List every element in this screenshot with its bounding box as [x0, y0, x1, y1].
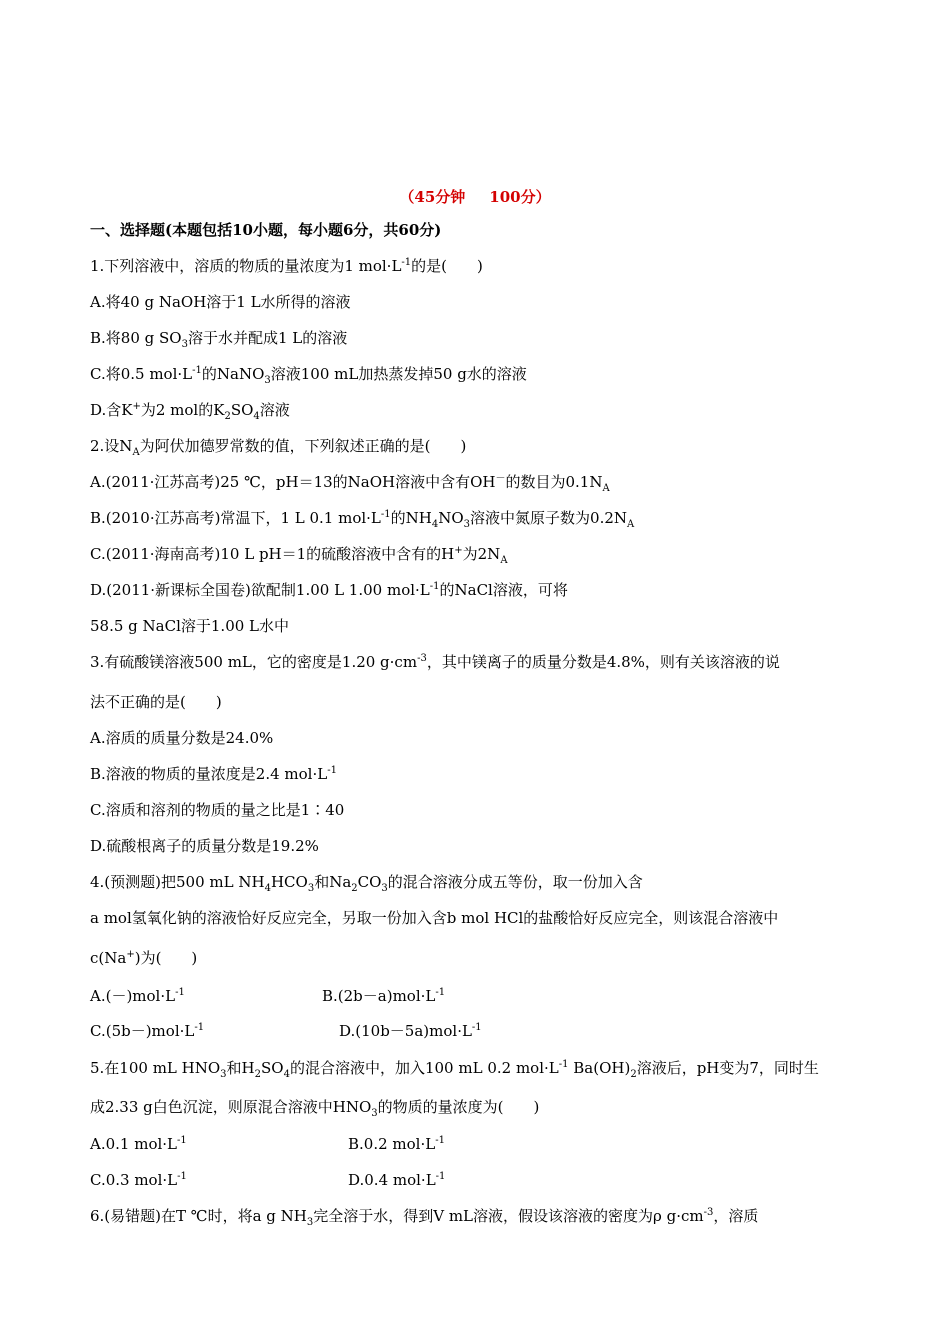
q1-stem: 1.下列溶液中，溶质的物质的量浓度为1 $mol\cdot L^{-1}$的是( ) [90, 257, 483, 275]
q1-option-c: C.将0.5 $mol\cdot L^{-1}$的NaNO$_3$溶液100 mL加热蒸发掉50 g水的溶液 [90, 365, 527, 386]
q6-stem: 6.(易错题)在T ℃时，将a g $NH_3$完全溶于水，得到V mL溶液，假设该溶液的密度为ρ $g\cdot cm^{-3}$，溶质 [90, 1207, 759, 1228]
q2-stem: 2.设$N_A$为阿伏加德罗常数的值，下列叙述正确的是( ) [90, 437, 467, 458]
q2-option-b: B.(2010·江苏高考)常温下，1 L 0.1 $mol\cdot L^{-1}$的$NH_4NO_3$溶液中氮原子数为$0.2N_A$ [90, 509, 635, 530]
section-heading: 一、选择题(本题包括10小题，每小题6分，共60分) [90, 221, 442, 239]
q5-option-c: C.0.3 $mol\cdot L^{-1}$ [90, 1171, 187, 1189]
q4-stem-question: c(Na+)为( ) [90, 949, 198, 967]
q4-option-b: $B.(2b-a)mol\cdot L^{-1}$ [322, 987, 446, 1005]
q1-option-d: D.含K+为2 mol的$K_2SO_4$溶液 [90, 401, 290, 422]
q2-option-d: D.(2011·新课标全国卷)欲配制1.00 L 1.00 $mol\cdot L^{-1}$的NaCl溶液，可将 [90, 581, 568, 599]
q2-option-d-continued: 58.5 g NaCl溶于1.00 L水中 [90, 617, 290, 635]
q3-option-a: A.溶质的质量分数是24.0% [90, 729, 274, 747]
q2-option-a: A.(2011·江苏高考)25 ℃，pH＝13的NaOH溶液中含有OH－的数目为$0.1N_A$ [90, 473, 610, 494]
q1-option-b: B.将80 g $SO_3$溶于水并配成1 L的溶液 [90, 329, 348, 350]
q4-option-d: $D.(10b-5a)mol\cdot L^{-1}$ [339, 1022, 482, 1040]
q2-option-c: C.(2011·海南高考)10 L pH＝1的硫酸溶液中含有的H+为$2N_A$ [90, 545, 508, 566]
q4-option-c: $C.(5b-)mol\cdot L^{-1}$ [90, 1022, 205, 1040]
page-title [0, 186, 950, 207]
q3-option-c: C.溶质和溶剂的物质的量之比是1∶40 [90, 801, 345, 819]
q5-option-a: A.0.1 $mol\cdot L^{-1}$ [90, 1135, 187, 1153]
q5-option-b: B.0.2 $mol\cdot L^{-1}$ [348, 1135, 445, 1153]
q3-stem-continued: 法不正确的是( ) [90, 693, 222, 711]
total-score: 100分） [489, 188, 551, 206]
q3-option-b: B.溶液的物质的量浓度是2.4 $mol\cdot L^{-1}$ [90, 765, 337, 783]
q5-stem-continued: 成2.33 g白色沉淀，则原混合溶液中$HNO_3$的物质的量浓度为( ) [90, 1098, 540, 1119]
q5-stem: 5.在100 mL $HNO_3$和$H_2SO_4$的混合溶液中，加入100 mL 0.2 $mol\cdot L^{-1}$ $Ba(OH)_2$溶液后，pH变为7，同时生 [90, 1059, 819, 1080]
q4-stem-continued: a mol氢氧化钠的溶液恰好反应完全，另取一份加入含b mol HCl的盐酸恰好反应完全，则该混合溶液中 [90, 909, 779, 927]
q5-option-d: D.0.4 $mol\cdot L^{-1}$ [348, 1171, 446, 1189]
time-limit: （45分钟 [399, 188, 466, 206]
q1-option-a: A.将40 g NaOH溶于1 L水所得的溶液 [90, 293, 351, 311]
q4-stem: 4.(预测题)把500 mL $NH_4HCO_3$和$Na_2CO_3$的混合溶液分成五等份，取一份加入含 [90, 873, 643, 894]
q3-stem: 3.有硫酸镁溶液500 mL，它的密度是1.20 $g\cdot cm^{-3}$，其中镁离子的质量分数是4.8%，则有关该溶液的说 [90, 653, 780, 671]
q4-option-a: $A.(-)mol\cdot L^{-1}$ [90, 987, 185, 1005]
q3-option-d: D.硫酸根离子的质量分数是19.2% [90, 837, 319, 855]
